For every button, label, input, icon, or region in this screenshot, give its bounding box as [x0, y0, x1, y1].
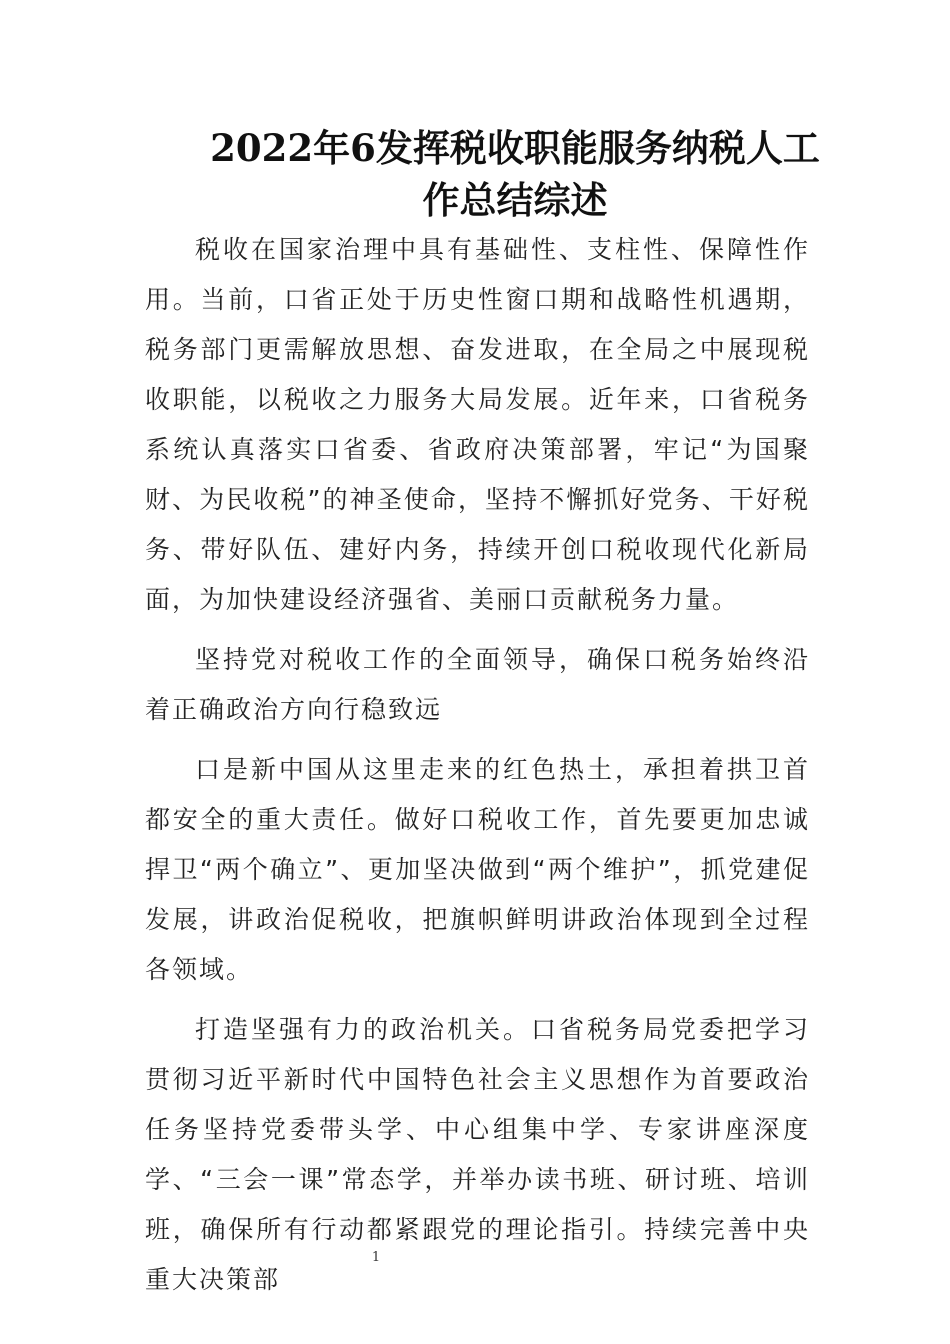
- paragraph-political-organ: 打造坚强有力的政治机关。口省税务局党委把学习贯彻习近平新时代中国特色社会主义思想作为首要政治任务坚持党委带头学、中心组集中学、专家讲座深度学、“三会一课”常态学，并举办读书班、研讨班、培训班，确保所有行动都紧跟党的理论指引。持续完善中央重大决策部: [145, 1015, 810, 1294]
- title-line-1: 2022年6发挥税收职能服务纳税人工: [210, 126, 820, 170]
- document-title: [150, 122, 880, 226]
- document-body: [145, 225, 810, 1315]
- paragraph-intro: 税收在国家治理中具有基础性、支柱性、保障性作用。当前，口省正处于历史性窗口期和战略性机遇期，税务部门更需解放思想、奋发进取，在全局之中展现税收职能，以税收之力服务大局发展。近年来，口省税务系统认真落实口省委、省政府决策部署，牢记“为国聚财、为民收税”的神圣使命，坚持不懈抓好党务、干好税务、带好队伍、建好内务，持续开创口税收现代化新局面，为加快建设经济强省、美丽口贡献税务力量。: [145, 235, 810, 614]
- paragraph-section-heading: 坚持党对税收工作的全面领导，确保口税务始终沿着正确政治方向行稳致远: [145, 645, 810, 724]
- paragraph-red-land: 口是新中国从这里走来的红色热土，承担着拱卫首都安全的重大责任。做好口税收工作，首先要更加忠诚捍卫“两个确立”、更加坚决做到“两个维护”，抓党建促发展，讲政治促税收，把旗帜鲜明讲政治体现到全过程各领域。: [145, 755, 810, 984]
- page-number: 1: [371, 1250, 381, 1265]
- title-line-2: 作总结综述: [422, 178, 608, 222]
